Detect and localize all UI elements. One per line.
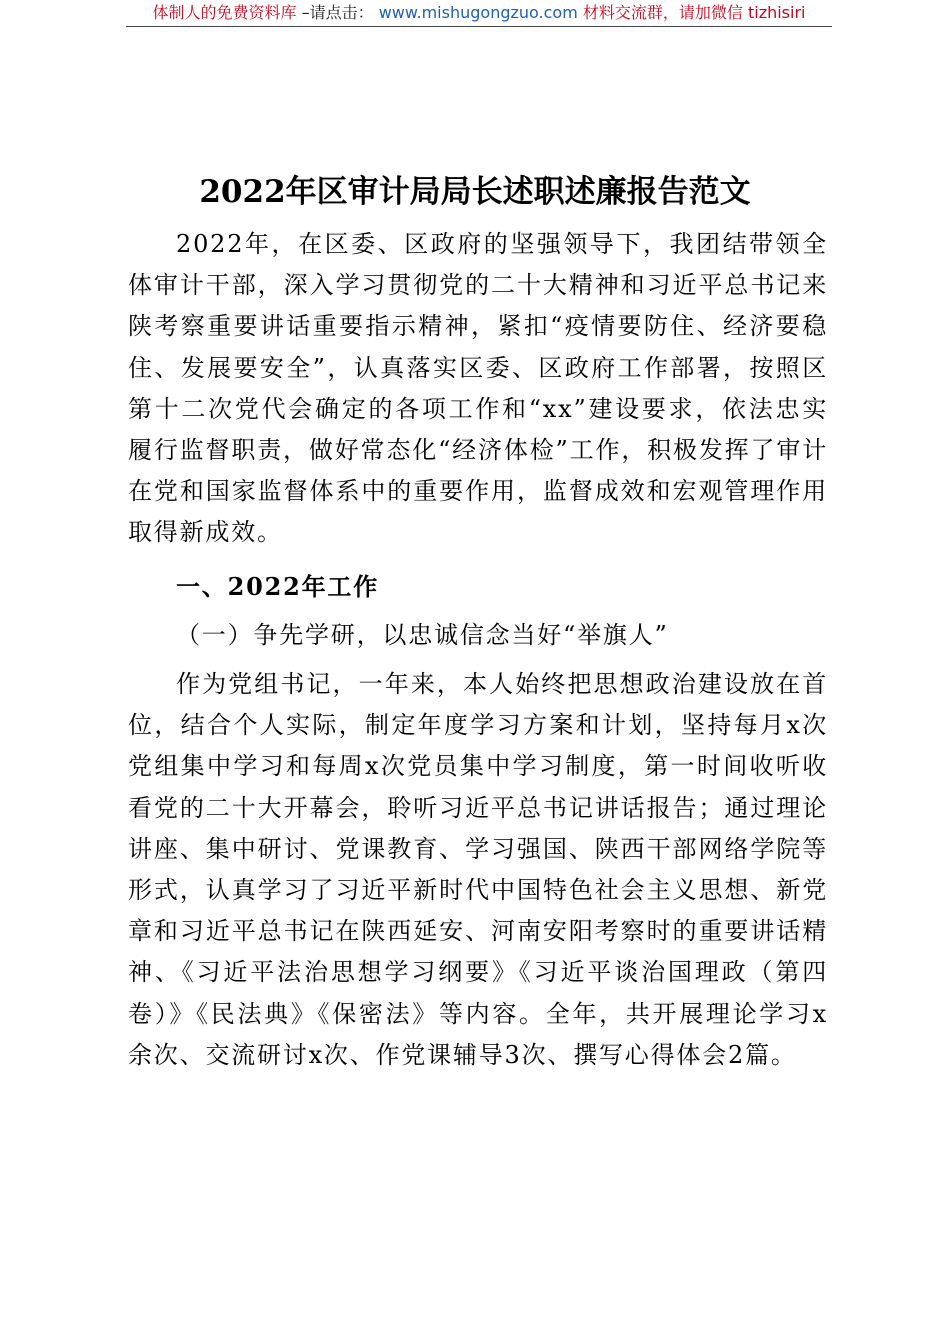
- intro-paragraph: 2022年，在区委、区政府的坚强领导下，我团结带领全体审计干部，深入学习贯彻党的二十大精神和习近平总书记来陕考察重要讲话重要指示精神，紧扣“疫情要防住、经济要稳住、发展要安全”，认真落实区委、区政府工作部署，按照区第十二次党代会确定的各项工作和“xx”建设要求，依法忠实履行监督职责，做好常态化“经济体检”工作，积极发挥了审计在党和国家监督体系中的重要作用，监督成效和宏观管理作用取得新成效。: [128, 230, 828, 547]
- document-title: 2022年区审计局局长述职述廉报告范文: [199, 174, 751, 210]
- body-paragraph: 作为党组书记，一年来，本人始终把思想政治建设放在首位，结合个人实际，制定年度学习方案和计划，坚持每月x次党组集中学习和每周x次党员集中学习制度，第一时间收听收看党的二十大开幕会，聆听习近平总书记讲话报告；通过理论讲座、集中研讨、党课教育、学习强国、陕西干部网络学院等形式，认真学习了习近平新时代中国特色社会主义思想、新党章和习近平总书记在陕西延安、河南安阳考察时的重要讲话精神、《习近平法治思想学习纲要》《习近平谈治国理政（第四卷）》《民法典》《保密法》等内容。全年，共开展理论学习x余次、交流研讨x次、作党课辅导3次、撰写心得体会2篇。: [128, 670, 828, 1069]
- header-note: 材料交流群，请加微信 tizhisiri: [582, 3, 806, 22]
- header-prompt: –请点击：: [301, 3, 374, 22]
- subsection-heading: （一）争先学研，以忠诚信念当好“举旗人”: [176, 620, 669, 649]
- header-brand: 体制人的免费资料库: [152, 3, 297, 22]
- header-banner: [126, 4, 832, 26]
- section-heading: 一、2022年工作: [176, 571, 379, 601]
- header-link[interactable]: www.mishugongzuo.com: [378, 3, 578, 22]
- header-divider: [126, 26, 832, 27]
- document-body: [128, 224, 828, 1076]
